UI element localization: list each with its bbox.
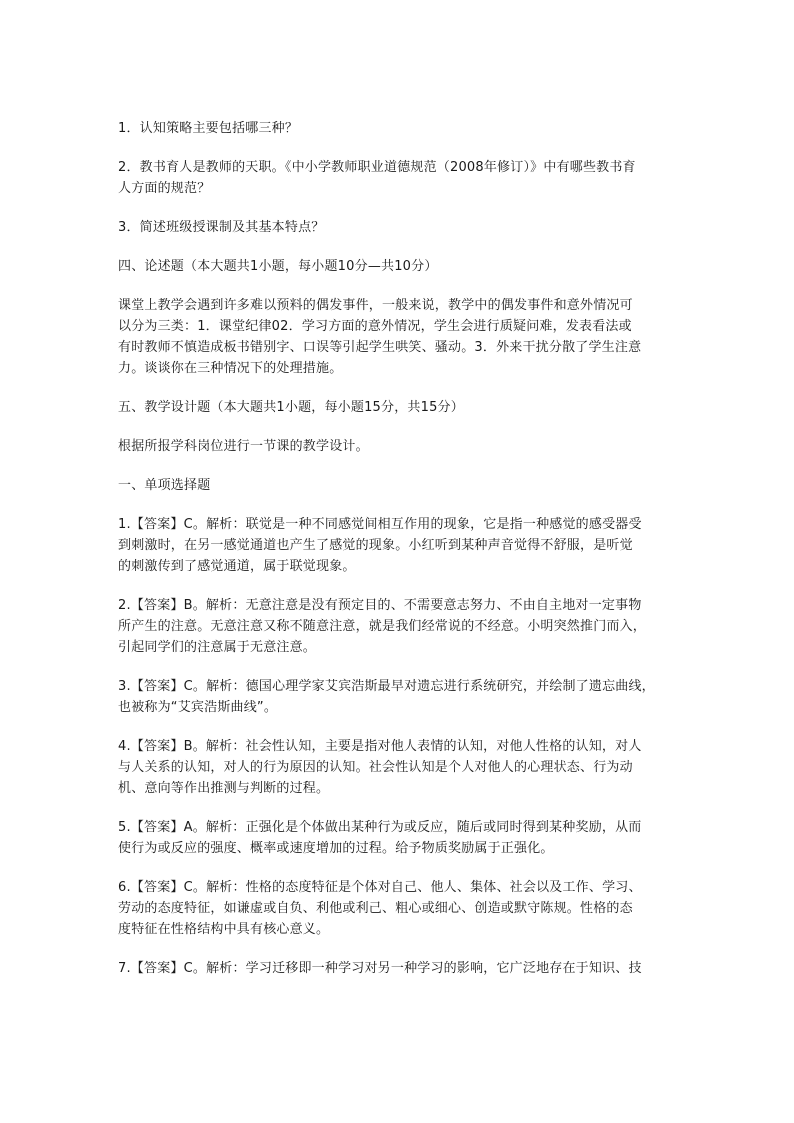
paragraph (118, 295, 694, 379)
paragraph (118, 817, 694, 859)
paragraph (118, 736, 694, 799)
paragraph (118, 475, 694, 496)
text-line: 引起同学们的注意属于无意注意。 (118, 640, 317, 655)
text-line: 课堂上教学会遇到许多难以预料的偶发事件，一般来说，教学中的偶发事件和意外情况可 (118, 298, 633, 313)
text-line: 劳动的态度特征，如谦虚或自负、利他或利己、粗心或细心、创造或默守陈规。性格的态 (118, 901, 633, 916)
text-line: 5.【答案】A。解析：正强化是个体做出某种行为或反应，随后或同时得到某种奖励，从而 (118, 820, 642, 835)
text-line: 2.【答案】B。解析：无意注意是没有预定目的、不需要意志努力、不由自主地对一定事物 (118, 598, 642, 613)
text-line: 7.【答案】C。解析：学习迁移即一种学习对另一种学习的影响，它广泛地存在于知识、技 (118, 961, 642, 976)
paragraph (118, 514, 694, 577)
paragraph (118, 157, 694, 199)
paragraph (118, 397, 694, 418)
paragraph (118, 118, 694, 139)
paragraph (118, 676, 694, 718)
text-line: 与人关系的认知，对人的行为原因的认知。社会性认知是个人对他人的心理状态、行为动 (118, 760, 633, 775)
text-line: 四、论述题（本大题共1小题，每小题10分—共10分） (118, 259, 438, 274)
paragraph (118, 595, 694, 658)
text-line: 机、意向等作出推测与判断的过程。 (118, 781, 330, 796)
text-line: 6.【答案】C。解析：性格的态度特征是个体对自己、他人、集体、社会以及工作、学习、 (118, 880, 642, 895)
text-line: 1．认知策略主要包括哪三种？ (118, 121, 299, 136)
text-line: 4.【答案】B。解析：社会性认知，主要是指对他人表情的认知，对他人性格的认知，对人 (118, 739, 642, 754)
paragraph (118, 217, 694, 238)
text-line: 有时教师不慎造成板书错别字、口误等引起学生哄笑、骚动。3．外来干扰分散了学生注意 (118, 340, 642, 355)
text-line: 2．教书育人是教师的天职。《中小学教师职业道德规范（2008年修订）》中有哪些教书育 (118, 160, 636, 175)
paragraph (118, 256, 694, 277)
text-line: 3．简述班级授课制及其基本特点？ (118, 220, 325, 235)
text-line: 3.【答案】C。解析：德国心理学家艾宾浩斯最早对遗忘进行系统研究，并绘制了遗忘曲线， (118, 679, 655, 694)
document-body (118, 118, 694, 979)
text-line: 也被称为“艾宾浩斯曲线”。 (118, 700, 278, 715)
text-line: 使行为或反应的强度、概率或速度增加的过程。给予物质奖励属于正强化。 (118, 841, 554, 856)
text-line: 五、教学设计题（本大题共1小题，每小题15分，共15分） (118, 400, 464, 415)
text-line: 根据所报学科岗位进行一节课的教学设计。 (118, 439, 369, 454)
text-line: 到刺激时，在另一感觉通道也产生了感觉的现象。小红听到某种声音觉得不舒服，是听觉 (118, 538, 633, 553)
text-line: 所产生的注意。无意注意又称不随意注意，就是我们经常说的不经意。小明突然推门而入， (118, 619, 647, 634)
text-line: 人方面的规范？ (118, 181, 211, 196)
paragraph (118, 877, 694, 940)
text-line: 度特征在性格结构中具有核心意义。 (118, 922, 330, 937)
paragraph (118, 436, 694, 457)
text-line: 以分为三类：1．课堂纪律02．学习方面的意外情况，学生会进行质疑问难，发表看法或 (118, 319, 632, 334)
text-line: 的刺激传到了感觉通道，属于联觉现象。 (118, 559, 356, 574)
text-line: 力。谈谈你在三种情况下的处理措施。 (118, 361, 343, 376)
text-line: 1.【答案】C。解析：联觉是一种不同感觉间相互作用的现象，它是指一种感觉的感受器受 (118, 517, 642, 532)
text-line: 一、单项选择题 (118, 478, 211, 493)
paragraph (118, 958, 694, 979)
